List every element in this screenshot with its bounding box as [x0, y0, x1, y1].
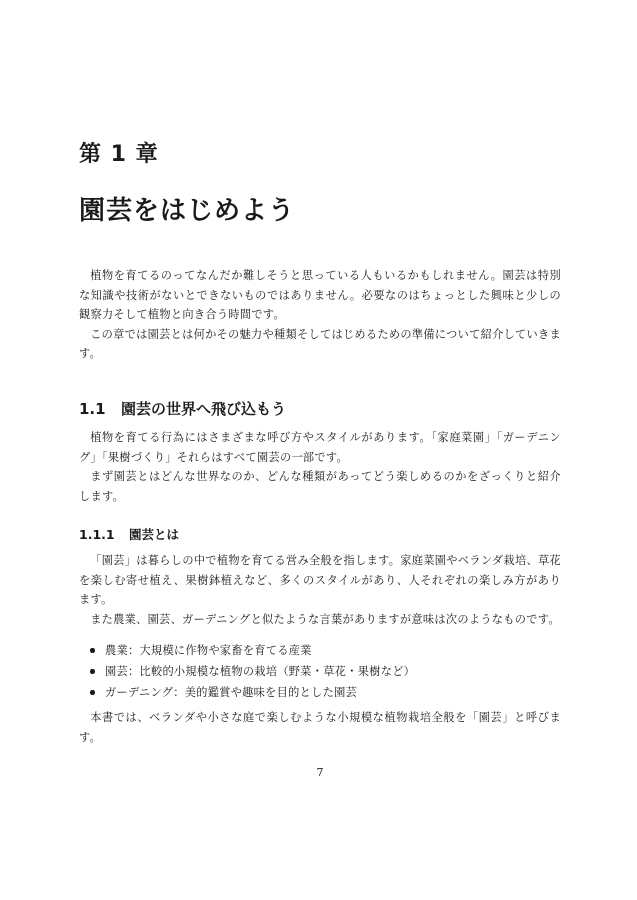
section-paragraph-2: まず園芸とはどんな世界なのか、どんな種類があってどう楽しめるのかをざっくりと紹介します。 — [79, 470, 561, 503]
intro-paragraph-2: この章では園芸とは何かその魅力や種類そしてはじめるための準備について紹介していきます。 — [79, 327, 561, 360]
subsection-heading — [79, 525, 179, 543]
subsection-body — [79, 551, 561, 629]
subsection-number: 1.1.1 — [79, 527, 115, 542]
closing-paragraph: 本書では、ベランダや小さな庭で楽しむような小規模な植物栽培全般を「園芸」と呼びます。 — [79, 711, 561, 744]
chapter-title: 園芸をはじめよう — [79, 196, 296, 226]
section-paragraph-1: 植物を育てる行為にはさまざまな呼び方やスタイルがあります。「家庭菜園」「ガーデニング」「果樹づくり」それらはすべて園芸の一部です。 — [79, 431, 561, 464]
list-item: 園芸：比較的小規模な植物の栽培（野菜・草花・果樹など） — [79, 661, 561, 682]
section-number: 1.1 — [79, 400, 106, 418]
chapter-number: 第 1 章 — [79, 142, 159, 167]
section-title: 園芸の世界へ飛び込もう — [121, 400, 287, 418]
subsection-title: 園芸とは — [129, 527, 180, 542]
chapter-intro — [79, 266, 561, 364]
list-item: ガーデニング：美的鑑賞や趣味を目的とした園芸 — [79, 682, 561, 703]
list-item: 農業：大規模に作物や家畜を育てる産業 — [79, 640, 561, 661]
section-body — [79, 428, 561, 506]
subsection-paragraph-1: 「園芸」は暮らしの中で植物を育てる営み全般を指します。家庭菜園やベランダ栽培、草花を楽しむ寄せ植え、果樹鉢植えなど、多くのスタイルがあり、人それぞれの楽しみ方があります。 — [79, 554, 561, 606]
closing-block — [79, 708, 561, 747]
definition-list — [79, 640, 561, 703]
page-number: 7 — [316, 766, 324, 779]
subsection-paragraph-2: また農業、園芸、ガーデニングと似たような言葉がありますが意味は次のようなものです。 — [90, 612, 560, 626]
section-heading — [79, 398, 286, 419]
intro-paragraph-1: 植物を育てるのってなんだか難しそうと思っている人もいるかもしれません。園芸は特別な知識や技術がないとできないものではありません。必要なのはちょっとした興味と少しの観察力そして植物と向き合う時間です。 — [79, 269, 561, 321]
